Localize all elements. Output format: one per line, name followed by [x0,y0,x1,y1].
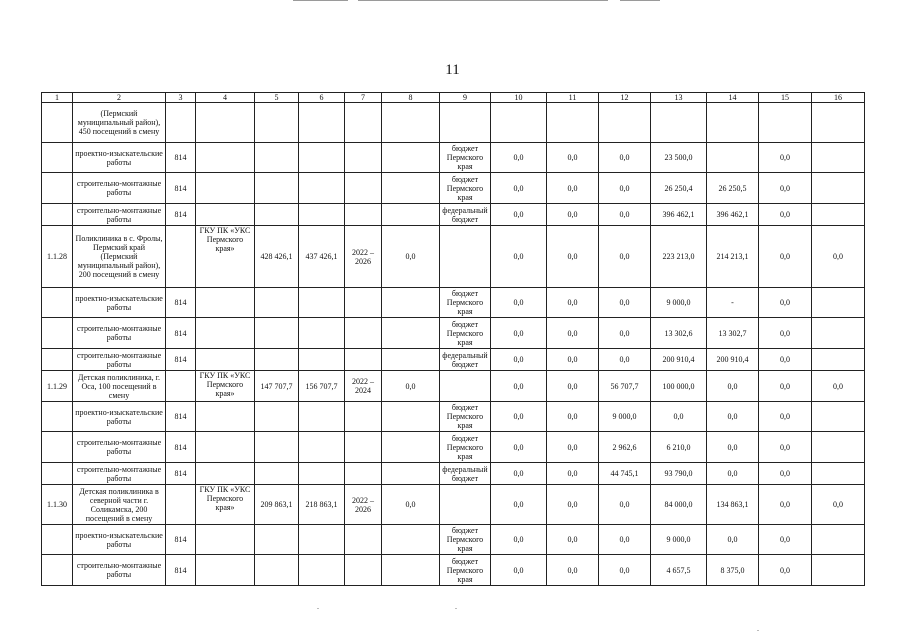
col-12-cell: 44 745,1 [599,463,651,485]
col-13-cell [651,103,707,143]
funding-source-cell: бюджет Пермского края [440,525,491,555]
cost-full-cell [299,318,345,349]
code-cell: 814 [166,555,196,586]
col-10-cell: 0,0 [491,349,547,371]
code-cell: 814 [166,173,196,204]
period-cell [345,288,382,318]
col-14-cell: - [707,288,759,318]
col-14-cell [707,103,759,143]
funding-source-cell: федеральный бюджет [440,349,491,371]
col-16-cell [812,143,865,173]
col-16-cell [812,288,865,318]
cost-total-cell [255,103,299,143]
executor-cell: ГКУ ПК «УКС Пермского края» [196,485,255,525]
funding-source-cell [440,371,491,402]
col-15-cell: 0,0 [759,204,812,226]
item-name-cell: проектно-изыскательские работы [73,402,166,432]
executor-cell: ГКУ ПК «УКС Пермского края» [196,371,255,402]
col-12-cell: 0,0 [599,143,651,173]
column-header: 2 [73,93,166,103]
period-cell [345,555,382,586]
cost-full-cell [299,432,345,463]
col-13-cell: 223 213,0 [651,226,707,288]
col-15-cell: 0,0 [759,525,812,555]
executor-cell [196,349,255,371]
period-cell [345,525,382,555]
item-number-cell [42,103,73,143]
item-name-cell: строительно-монтажные работы [73,463,166,485]
table-row [42,318,865,349]
cost-total-cell [255,318,299,349]
page-number: 11 [445,62,460,78]
funding-source-cell [440,226,491,288]
cost-full-cell [299,173,345,204]
col-10-cell: 0,0 [491,402,547,432]
col-16-cell: 0,0 [812,371,865,402]
funding-source-cell: бюджет Пермского края [440,402,491,432]
table-row [42,525,865,555]
table-body [42,103,865,586]
funding-source-cell: бюджет Пермского края [440,173,491,204]
executor-cell [196,288,255,318]
executor-cell [196,555,255,586]
col-13-cell: 26 250,4 [651,173,707,204]
period-cell [345,173,382,204]
col-13-cell: 396 462,1 [651,204,707,226]
item-number-cell [42,173,73,204]
scan-edge-line [358,0,608,1]
executor-cell [196,525,255,555]
cost-total-cell [255,555,299,586]
cost-total-cell [255,143,299,173]
period-cell [345,432,382,463]
code-cell: 814 [166,204,196,226]
column-header: 11 [547,93,599,103]
cost-full-cell [299,525,345,555]
col-13-cell: 84 000,0 [651,485,707,525]
funding-source-cell: федеральный бюджет [440,204,491,226]
col-8-cell [382,525,440,555]
col-12-cell: 0,0 [599,525,651,555]
period-cell [345,103,382,143]
col-11-cell: 0,0 [547,555,599,586]
col-15-cell: 0,0 [759,402,812,432]
period-cell [345,318,382,349]
item-number-cell: 1.1.29 [42,371,73,402]
code-cell [166,226,196,288]
cost-full-cell: 437 426,1 [299,226,345,288]
cost-full-cell [299,288,345,318]
scan-speck [757,630,759,631]
col-15-cell: 0,0 [759,318,812,349]
period-cell [345,463,382,485]
item-number-cell [42,204,73,226]
col-8-cell [382,463,440,485]
item-name-cell: строительно-монтажные работы [73,349,166,371]
col-10-cell: 0,0 [491,371,547,402]
period-cell: 2022 – 2024 [345,371,382,402]
col-12-cell: 0,0 [599,318,651,349]
col-11-cell: 0,0 [547,288,599,318]
col-16-cell [812,463,865,485]
col-14-cell [707,143,759,173]
col-16-cell [812,204,865,226]
cost-full-cell [299,103,345,143]
code-cell [166,485,196,525]
item-name-cell: Детская поликлиника, г. Оса, 100 посещений в смену [73,371,166,402]
table-row [42,463,865,485]
period-cell [345,402,382,432]
code-cell: 814 [166,349,196,371]
col-13-cell: 0,0 [651,402,707,432]
code-cell [166,103,196,143]
item-name-cell: проектно-изыскательские работы [73,288,166,318]
col-12-cell: 9 000,0 [599,402,651,432]
col-16-cell [812,432,865,463]
table-row [42,432,865,463]
col-10-cell: 0,0 [491,288,547,318]
col-8-cell [382,555,440,586]
col-15-cell: 0,0 [759,485,812,525]
cost-total-cell [255,349,299,371]
col-11-cell: 0,0 [547,432,599,463]
table-row [42,143,865,173]
col-12-cell: 0,0 [599,349,651,371]
table-row [42,485,865,525]
col-13-cell: 4 657,5 [651,555,707,586]
cost-total-cell: 209 863,1 [255,485,299,525]
cost-total-cell [255,463,299,485]
executor-cell [196,432,255,463]
period-cell [345,204,382,226]
cost-total-cell: 147 707,7 [255,371,299,402]
col-13-cell: 6 210,0 [651,432,707,463]
cost-full-cell: 218 863,1 [299,485,345,525]
cost-full-cell [299,402,345,432]
col-16-cell [812,402,865,432]
col-10-cell: 0,0 [491,555,547,586]
funding-source-cell: федеральный бюджет [440,463,491,485]
table-row [42,371,865,402]
col-14-cell: 0,0 [707,525,759,555]
col-8-cell [382,349,440,371]
column-header: 8 [382,93,440,103]
col-12-cell: 0,0 [599,226,651,288]
cost-full-cell [299,463,345,485]
code-cell: 814 [166,525,196,555]
col-12-cell: 56 707,7 [599,371,651,402]
period-cell [345,349,382,371]
code-cell [166,371,196,402]
table-row [42,103,865,143]
column-header: 16 [812,93,865,103]
col-11-cell: 0,0 [547,402,599,432]
period-cell [345,143,382,173]
cost-full-cell [299,143,345,173]
period-cell: 2022 – 2026 [345,226,382,288]
col-14-cell: 396 462,1 [707,204,759,226]
col-10-cell: 0,0 [491,204,547,226]
cost-full-cell [299,349,345,371]
code-cell: 814 [166,463,196,485]
col-10-cell: 0,0 [491,173,547,204]
col-10-cell: 0,0 [491,226,547,288]
cost-full-cell: 156 707,7 [299,371,345,402]
col-15-cell: 0,0 [759,143,812,173]
col-12-cell: 0,0 [599,173,651,204]
table-row [42,226,865,288]
col-13-cell: 93 790,0 [651,463,707,485]
cost-full-cell [299,204,345,226]
executor-cell [196,173,255,204]
item-number-cell [42,318,73,349]
col-10-cell: 0,0 [491,525,547,555]
col-13-cell: 9 000,0 [651,288,707,318]
col-14-cell: 8 375,0 [707,555,759,586]
column-header: 3 [166,93,196,103]
item-number-cell [42,402,73,432]
col-13-cell: 200 910,4 [651,349,707,371]
col-14-cell: 0,0 [707,371,759,402]
cost-total-cell [255,402,299,432]
col-11-cell [547,103,599,143]
item-number-cell [42,288,73,318]
scan-edge-line [293,0,348,1]
item-name-cell: строительно-монтажные работы [73,432,166,463]
cost-total-cell [255,173,299,204]
funding-source-cell: бюджет Пермского края [440,432,491,463]
col-15-cell: 0,0 [759,173,812,204]
col-15-cell: 0,0 [759,463,812,485]
column-header: 4 [196,93,255,103]
col-15-cell: 0,0 [759,555,812,586]
item-name-cell: строительно-монтажные работы [73,318,166,349]
item-name-cell: строительно-монтажные работы [73,204,166,226]
col-11-cell: 0,0 [547,143,599,173]
col-16-cell [812,349,865,371]
executor-cell [196,204,255,226]
table-row [42,173,865,204]
col-14-cell: 134 863,1 [707,485,759,525]
col-14-cell: 0,0 [707,432,759,463]
executor-cell [196,402,255,432]
header-row [42,93,865,103]
col-14-cell: 200 910,4 [707,349,759,371]
col-15-cell: 0,0 [759,288,812,318]
col-8-cell [382,173,440,204]
col-8-cell [382,143,440,173]
funding-source-cell: бюджет Пермского края [440,318,491,349]
cost-full-cell [299,555,345,586]
item-number-cell [42,143,73,173]
col-14-cell: 214 213,1 [707,226,759,288]
item-name-cell: Поликлиника в с. Фролы, Пермский край (Пермский муниципальный район), 200 посещений в смену [73,226,166,288]
col-16-cell [812,555,865,586]
col-16-cell: 0,0 [812,485,865,525]
item-number-cell: 1.1.28 [42,226,73,288]
col-11-cell: 0,0 [547,485,599,525]
col-8-cell [382,318,440,349]
cost-total-cell [255,525,299,555]
col-13-cell: 9 000,0 [651,525,707,555]
col-16-cell [812,318,865,349]
col-8-cell [382,432,440,463]
column-header: 14 [707,93,759,103]
funding-source-cell [440,485,491,525]
item-name-cell: (Пермский муниципальный район), 450 посещений в смену [73,103,166,143]
col-13-cell: 100 000,0 [651,371,707,402]
item-number-cell [42,555,73,586]
col-8-cell: 0,0 [382,226,440,288]
table-row [42,402,865,432]
executor-cell [196,143,255,173]
col-16-cell [812,103,865,143]
col-12-cell: 0,0 [599,204,651,226]
executor-cell [196,463,255,485]
col-8-cell [382,288,440,318]
scan-edge-line [620,0,660,1]
funding-source-cell: бюджет Пермского края [440,555,491,586]
column-header: 1 [42,93,73,103]
col-14-cell: 0,0 [707,402,759,432]
col-11-cell: 0,0 [547,463,599,485]
item-name-cell: строительно-монтажные работы [73,173,166,204]
col-10-cell: 0,0 [491,432,547,463]
col-11-cell: 0,0 [547,204,599,226]
column-header: 10 [491,93,547,103]
col-12-cell [599,103,651,143]
col-8-cell: 0,0 [382,485,440,525]
cost-total-cell [255,288,299,318]
period-cell: 2022 – 2026 [345,485,382,525]
item-number-cell: 1.1.30 [42,485,73,525]
column-header: 7 [345,93,382,103]
item-name-cell: строительно-монтажные работы [73,555,166,586]
col-16-cell [812,173,865,204]
funding-source-cell [440,103,491,143]
budget-table [41,92,865,586]
col-16-cell: 0,0 [812,226,865,288]
col-15-cell: 0,0 [759,349,812,371]
column-header: 6 [299,93,345,103]
col-14-cell: 0,0 [707,463,759,485]
col-10-cell: 0,0 [491,485,547,525]
col-14-cell: 13 302,7 [707,318,759,349]
col-15-cell: 0,0 [759,371,812,402]
executor-cell [196,103,255,143]
table-row [42,204,865,226]
item-number-cell [42,349,73,371]
scan-speck [317,608,319,609]
col-11-cell: 0,0 [547,525,599,555]
col-12-cell: 0,0 [599,555,651,586]
item-name-cell: проектно-изыскательские работы [73,525,166,555]
code-cell: 814 [166,402,196,432]
item-name-cell: Детская поликлиника в северной части г. Соликамска, 200 посещений в смену [73,485,166,525]
col-11-cell: 0,0 [547,173,599,204]
executor-cell: ГКУ ПК «УКС Пермского края» [196,226,255,288]
cost-total-cell [255,432,299,463]
item-number-cell [42,525,73,555]
col-8-cell [382,103,440,143]
code-cell: 814 [166,432,196,463]
funding-source-cell: бюджет Пермского края [440,143,491,173]
col-8-cell: 0,0 [382,371,440,402]
col-15-cell: 0,0 [759,226,812,288]
col-14-cell: 26 250,5 [707,173,759,204]
column-header: 12 [599,93,651,103]
col-10-cell [491,103,547,143]
col-16-cell [812,525,865,555]
col-8-cell [382,402,440,432]
col-11-cell: 0,0 [547,318,599,349]
cost-total-cell [255,204,299,226]
table-row [42,288,865,318]
col-12-cell: 0,0 [599,288,651,318]
col-13-cell: 13 302,6 [651,318,707,349]
cost-total-cell: 428 426,1 [255,226,299,288]
col-15-cell [759,103,812,143]
col-13-cell: 23 500,0 [651,143,707,173]
column-header: 5 [255,93,299,103]
item-number-cell [42,432,73,463]
table-row [42,555,865,586]
col-8-cell [382,204,440,226]
code-cell: 814 [166,288,196,318]
col-11-cell: 0,0 [547,371,599,402]
col-10-cell: 0,0 [491,143,547,173]
col-12-cell: 2 962,6 [599,432,651,463]
col-11-cell: 0,0 [547,226,599,288]
code-cell: 814 [166,318,196,349]
col-10-cell: 0,0 [491,463,547,485]
column-header: 13 [651,93,707,103]
code-cell: 814 [166,143,196,173]
col-10-cell: 0,0 [491,318,547,349]
item-number-cell [42,463,73,485]
col-15-cell: 0,0 [759,432,812,463]
column-header: 9 [440,93,491,103]
funding-source-cell: бюджет Пермского края [440,288,491,318]
col-12-cell: 0,0 [599,485,651,525]
item-name-cell: проектно-изыскательские работы [73,143,166,173]
column-header: 15 [759,93,812,103]
col-11-cell: 0,0 [547,349,599,371]
executor-cell [196,318,255,349]
scan-speck [455,608,457,609]
table-row [42,349,865,371]
